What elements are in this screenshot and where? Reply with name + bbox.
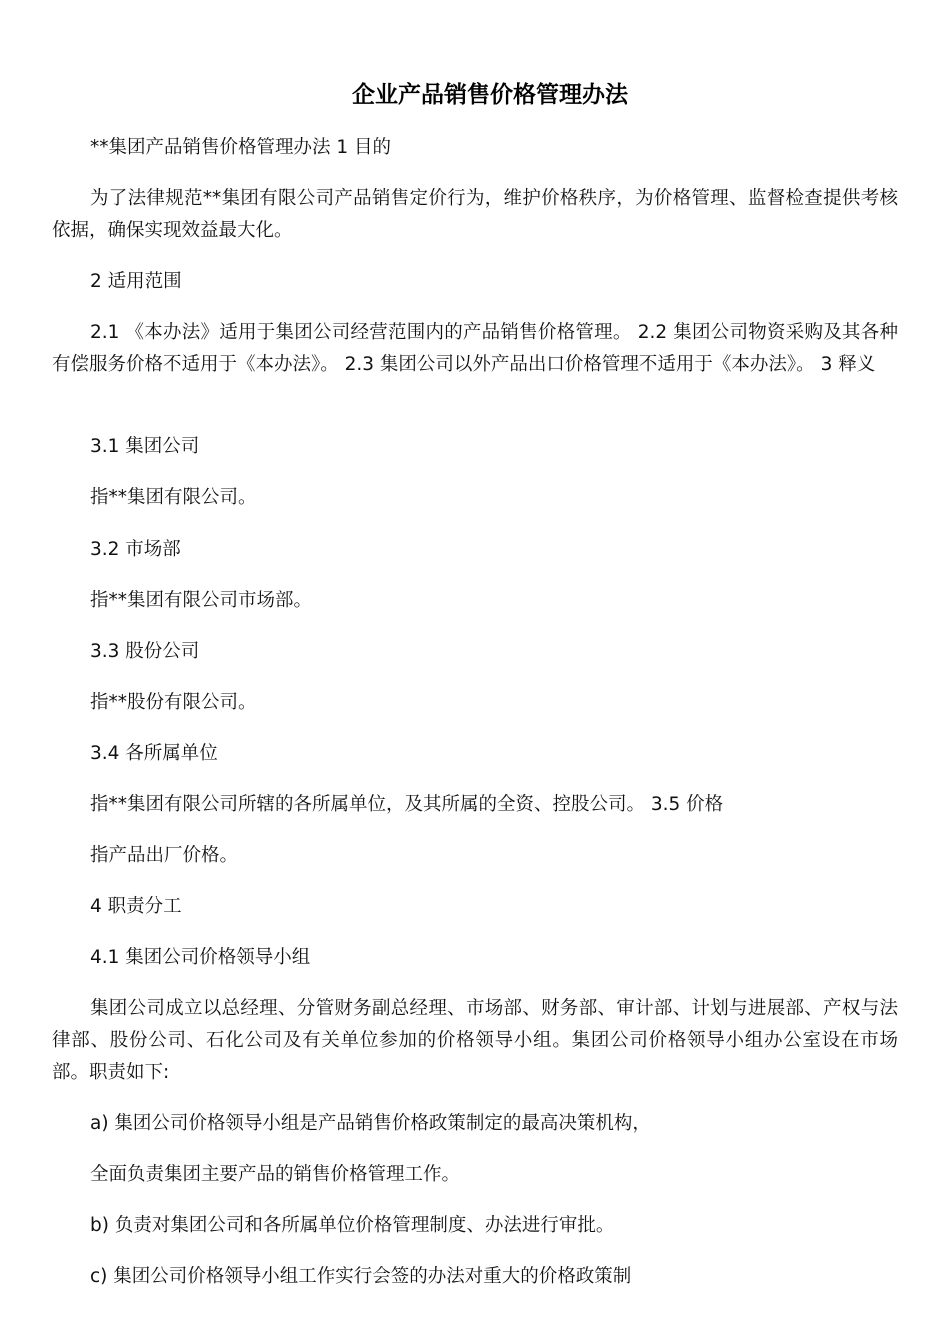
paragraph-leading-group-body: 集团公司成立以总经理、分管财务副总经理、市场部、财务部、审计部、计划与进展部、产权与法律部、股份公司、石化公司及有关单位参加的价格领导小组。集团公司价格领导小组办公室设在市场部。职责如下: bbox=[52, 998, 898, 1083]
paragraph-duty-b: b) 负责对集团公司和各所属单位价格管理制度、办法进行审批。 bbox=[90, 1215, 615, 1236]
paragraph-scope-body: 2.1 《本办法》适用于集团公司经营范围内的产品销售价格管理。 2.2 集团公司物资采购及其各种有偿服务价格不适用于《本办法》。 2.3 集团公司以外产品出口价格管理不适用于《本办法》。 3 释义 bbox=[52, 322, 898, 375]
paragraph-definition-market: 3.2 市场部 bbox=[90, 539, 181, 560]
document-title: 企业产品销售价格管理办法 bbox=[352, 81, 628, 108]
paragraph-definition-group-body: 指**集团有限公司。 bbox=[90, 487, 257, 508]
paragraph-definition-group: 3.1 集团公司 bbox=[90, 436, 200, 457]
paragraph-definition-shares-body: 指**股份有限公司。 bbox=[90, 692, 257, 713]
paragraph-definition-price-body: 指产品出厂价格。 bbox=[90, 845, 239, 866]
paragraph-definition-market-body: 指**集团有限公司市场部。 bbox=[90, 590, 313, 611]
paragraph-duties-heading: 4 职责分工 bbox=[90, 896, 182, 917]
paragraph-purpose-body: 为了法律规范**集团有限公司产品销售定价行为，维护价格秩序，为价格管理、监督检查提供考核依据，确保实现效益最大化。 bbox=[52, 188, 898, 241]
paragraph-duty-c: c) 集团公司价格领导小组工作实行会签的办法对重大的价格政策制 bbox=[90, 1266, 632, 1287]
paragraph-definition-units-body: 指**集团有限公司所辖的各所属单位，及其所属的全资、控股公司。 3.5 价格 bbox=[90, 794, 724, 815]
paragraph-leading-group-heading: 4.1 集团公司价格领导小组 bbox=[90, 947, 311, 968]
paragraph-duty-a: a) 集团公司价格领导小组是产品销售价格政策制定的最高决策机构， bbox=[90, 1113, 651, 1134]
paragraph-definition-units: 3.4 各所属单位 bbox=[90, 743, 218, 764]
paragraph-purpose-heading: **集团产品销售价格管理办法 1 目的 bbox=[90, 137, 392, 158]
paragraph-definition-shares: 3.3 股份公司 bbox=[90, 641, 200, 662]
paragraph-duty-a-continued: 全面负责集团主要产品的销售价格管理工作。 bbox=[90, 1164, 461, 1185]
paragraph-scope-heading: 2 适用范围 bbox=[90, 271, 182, 292]
